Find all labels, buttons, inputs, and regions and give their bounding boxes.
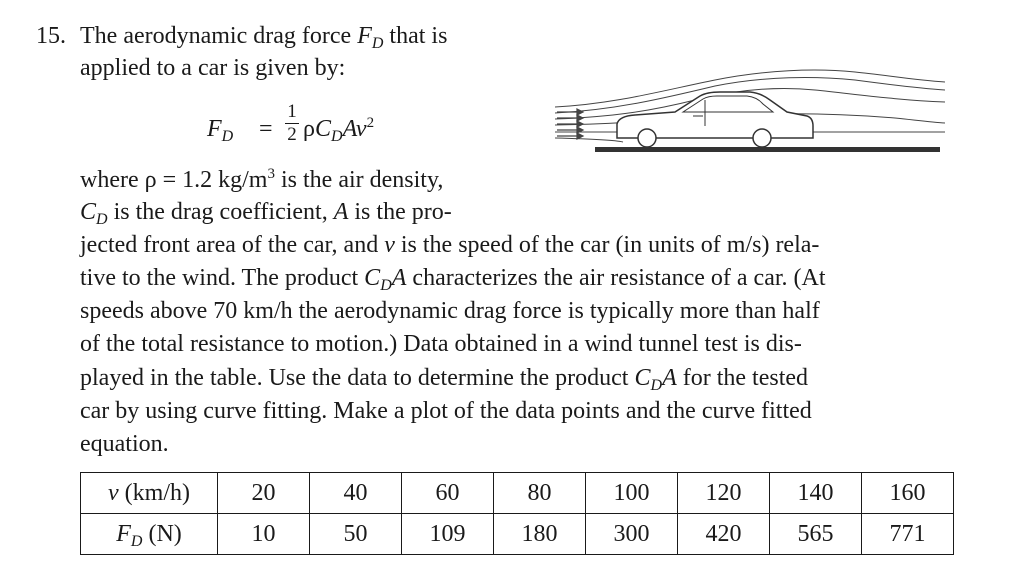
fraction-one-half: 1 2 bbox=[285, 102, 299, 145]
table-cell: 40 bbox=[310, 473, 402, 514]
body-line-8: car by using curve fitting. Make a plot of the data points and the curve fitted bbox=[80, 398, 812, 424]
table-row-speed bbox=[81, 473, 954, 514]
table-row-force bbox=[81, 514, 954, 555]
table-cell: 10 bbox=[218, 514, 310, 555]
table-cell: 771 bbox=[862, 514, 954, 555]
table-cell: 140 bbox=[770, 473, 862, 514]
where-line-1: where ρ = 1.2 $kg/m^3$ is the air density, bbox=[80, 166, 444, 193]
car-wheel-front bbox=[638, 129, 656, 147]
table-cell: 300 bbox=[586, 514, 678, 555]
table-cell: 120 bbox=[678, 473, 770, 514]
car-wind-tunnel-diagram bbox=[555, 60, 945, 160]
body-line-9: equation. bbox=[80, 431, 169, 457]
body-line-4: tive to the wind. The product $C_DA$ characterizes the air resistance of a car. (At bbox=[80, 265, 826, 294]
problem-intro-line-1: The aerodynamic drag force $F_D$ that is bbox=[80, 23, 448, 52]
table-cell: 160 bbox=[862, 473, 954, 514]
wind-tunnel-data-table bbox=[80, 472, 954, 555]
table-header-speed: v (km/h) bbox=[81, 473, 218, 514]
car-wheel-rear bbox=[753, 129, 771, 147]
flow-arrows bbox=[557, 109, 583, 139]
body-line-5: speeds above 70 km/h the aerodynamic drag force is typically more than half bbox=[80, 298, 820, 324]
table-cell: 80 bbox=[494, 473, 586, 514]
table-header-force: $F_D$ (N) bbox=[81, 514, 218, 555]
streamline bbox=[555, 138, 623, 142]
table-cell: 50 bbox=[310, 514, 402, 555]
table-cell: 180 bbox=[494, 514, 586, 555]
ground bbox=[595, 147, 940, 152]
where-line-2: $C_D$ is the drag coefficient, A is the pro- bbox=[80, 199, 452, 228]
table-cell: 109 bbox=[402, 514, 494, 555]
table-cell: 20 bbox=[218, 473, 310, 514]
problem-number: 15. bbox=[36, 23, 66, 49]
table-cell: 60 bbox=[402, 473, 494, 514]
table-cell: 420 bbox=[678, 514, 770, 555]
problem-intro-line-2: applied to a car is given by: bbox=[80, 55, 346, 81]
table-cell: 565 bbox=[770, 514, 862, 555]
body-line-3: jected front area of the car, and v is the speed of the car (in units of m/s) rela- bbox=[80, 232, 820, 258]
body-line-7: played in the table. Use the data to determine the product $C_DA$ for the tested bbox=[80, 365, 809, 394]
table-cell: 100 bbox=[586, 473, 678, 514]
body-line-6: of the total resistance to motion.) Data obtained in a wind tunnel test is dis- bbox=[80, 331, 802, 357]
